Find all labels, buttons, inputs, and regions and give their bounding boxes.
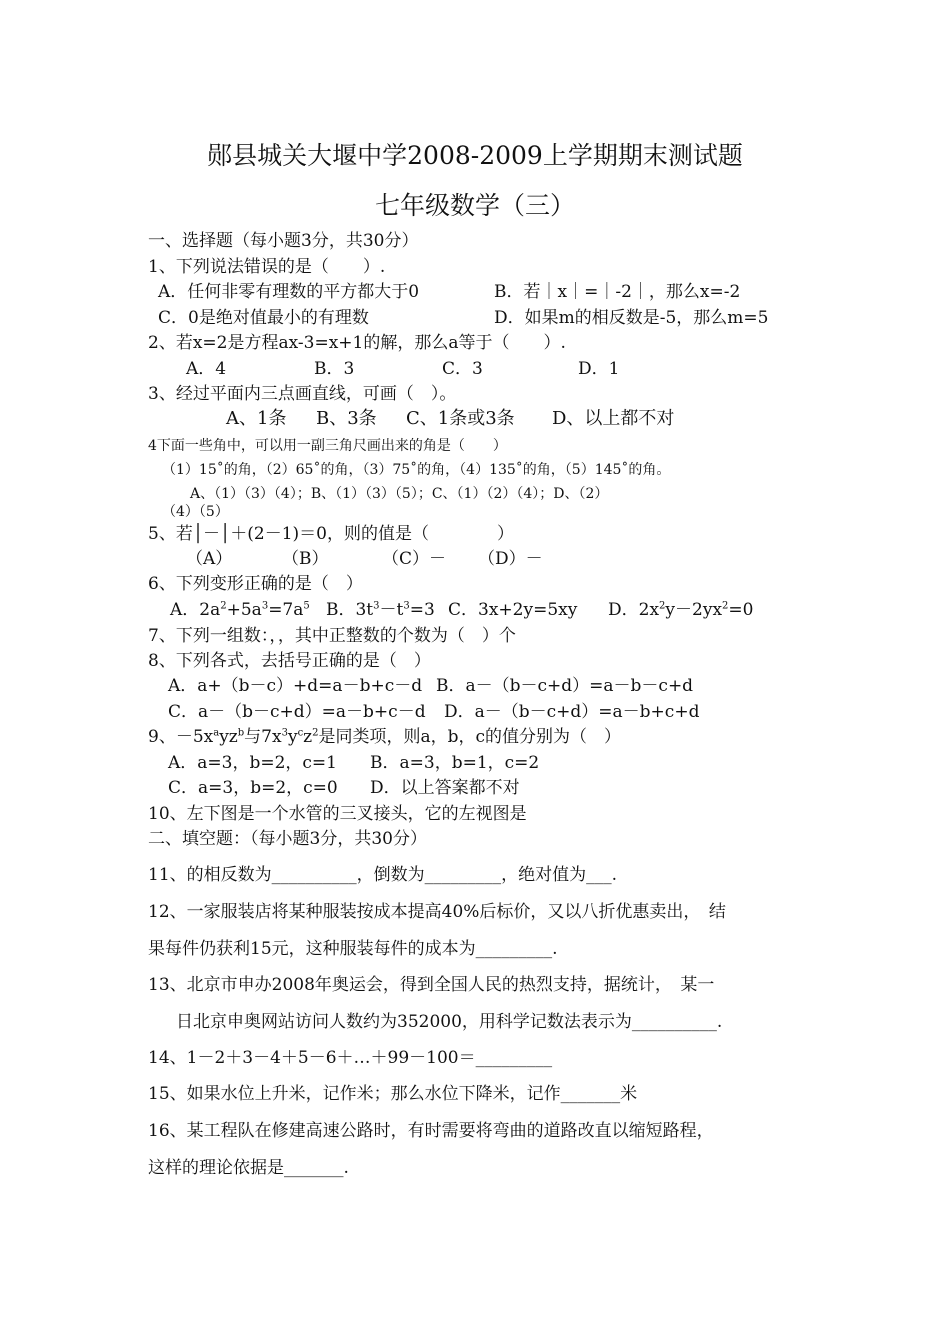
- exam-subtitle: 七年级数学（三）: [374, 191, 575, 220]
- q3-stem: 3、经过平面内三点画直线，可画（ ）。: [148, 384, 457, 404]
- section1-heading: 一、选择题（每小题3分，共30分）: [148, 231, 419, 251]
- q2-stem: 2、若x=2是方程ax-3=x+1的解，那么a等于（ ）.: [148, 333, 566, 353]
- q15-stem: 15、如果水位上升米，记作米；那么水位下降米，记作_______米: [148, 1084, 638, 1104]
- q16-line2: 这样的理论依据是_______.: [148, 1158, 349, 1178]
- q1-option-c: C．0是绝对值最小的有理数: [158, 308, 369, 328]
- q8-option-b: B．a－（b－c+d）=a－b－c+d: [436, 676, 694, 696]
- q5-stem: 5、若│－│＋(2－1)＝0，则的值是（ ）: [148, 524, 514, 544]
- q10-stem: 10、左下图是一个水管的三叉接头，它的左视图是: [148, 804, 527, 824]
- q7-stem: 7、下列一组数：，，其中正整数的个数为（ ）个: [148, 626, 516, 646]
- answer-blank[interactable]: _______: [284, 1158, 344, 1178]
- q6-stem: 6、下列变形正确的是（ ）: [148, 574, 363, 594]
- answer-blank[interactable]: __________: [631, 1012, 717, 1032]
- q5-option-d: （D）－: [478, 549, 543, 569]
- q6-option-c: C．3x+2y=5xy: [448, 600, 578, 620]
- q14-stem: 14、1－2＋3－4＋5－6＋…＋99－100＝_________: [148, 1048, 553, 1068]
- answer-blank[interactable]: _________: [475, 939, 553, 959]
- q2-option-c: C．3: [442, 359, 483, 379]
- q6-option-b: B．$3t^3-t^3=3$: [326, 600, 435, 620]
- section2-heading: 二、填空题：（每小题3分，共30分）: [148, 829, 427, 849]
- q3-option-c: C、1条或3条: [406, 408, 515, 429]
- q6-option-a: A．$2a^2+5a^3=7a^5$: [170, 600, 310, 620]
- q1-option-a: A．任何非零有理数的平方都大于0: [158, 282, 420, 302]
- answer-blank[interactable]: _________: [424, 865, 502, 885]
- q12-line2: 果每件仍获利15元，这种服装每件的成本为_________.: [148, 939, 558, 959]
- q1-option-b: B．若｜x｜=｜-2｜，那么x=-2: [494, 282, 741, 302]
- q9-option-a: A．a=3，b=2，c=1: [168, 753, 337, 773]
- q1-stem: 1、下列说法错误的是（ ）.: [148, 257, 386, 277]
- q4-options-line1: A、（1）（3）（4）；B、（1）（3）（5）；C、（1）（2）（4）；D、（2）: [190, 486, 609, 502]
- q9-option-b: B．a=3，b=1，c=2: [370, 753, 540, 773]
- q3-option-d: D、以上都不对: [552, 408, 675, 429]
- q5-option-c: （C）－: [382, 549, 447, 569]
- q6-option-d: D．$2x^2y-2yx^2=0$: [608, 600, 754, 620]
- q13-line1: 13、北京市申办2008年奥运会，得到全国人民的热烈支持，据统计， 某一: [148, 975, 715, 995]
- q3-option-b: B、3条: [316, 408, 377, 429]
- q9-option-d: D．以上答案都不对: [370, 778, 520, 798]
- q12-line1: 12、一家服装店将某种服装按成本提高40%后标价，又以八折优惠卖出， 结: [148, 902, 726, 922]
- answer-blank[interactable]: _________: [475, 1048, 553, 1068]
- q8-option-a: A．a+（b－c）+d=a－b+c－d: [168, 676, 423, 696]
- q8-option-c: C．a－（b－c+d）=a－b+c－d: [168, 702, 426, 722]
- q1-option-d: D．如果m的相反数是-5，那么m=5: [494, 308, 769, 328]
- q9-option-c: C．a=3，b=2，c=0: [168, 778, 338, 798]
- q2-option-b: B．3: [314, 359, 355, 379]
- q2-option-a: A．4: [186, 359, 227, 379]
- q9-stem: 9、$-5x^ayz^b$与$7x^3y^cz^2$是同类项，则a，b，c的值分别为（ ）: [148, 727, 622, 747]
- q2-option-d: D．1: [578, 359, 620, 379]
- q16-line1: 16、某工程队在修建高速公路时，有时需要将弯曲的道路改直以缩短路程，: [148, 1121, 714, 1141]
- q8-stem: 8、下列各式，去括号正确的是（ ）: [148, 651, 431, 671]
- q13-line2: 日北京申奥网站访问人数约为352000，用科学记数法表示为__________.: [176, 1012, 723, 1032]
- q5-option-b: （B）: [282, 549, 329, 569]
- answer-blank[interactable]: __________: [271, 865, 357, 885]
- q5-option-a: （A）: [186, 549, 233, 569]
- q4-angles: （1）15˚的角，（2）65˚的角，（3）75˚的角，（4）135˚的角，（5）145˚的角。: [162, 462, 671, 478]
- answer-blank[interactable]: ___: [586, 865, 612, 885]
- exam-title: 郧县城关大堰中学2008-2009上学期期末测试题: [207, 141, 743, 170]
- q4-options-line2: （4）（5）: [162, 504, 229, 520]
- q3-option-a: A、1条: [226, 408, 287, 429]
- q4-stem: 4下面一些角中，可以用一副三角尺画出来的角是（ ）: [148, 438, 507, 454]
- q11-stem: 11、的相反数为__________，倒数为_________，绝对值为___.: [148, 865, 618, 885]
- q8-option-d: D．a－（b－c+d）=a－b+c+d: [444, 702, 700, 722]
- answer-blank[interactable]: _______: [560, 1084, 621, 1104]
